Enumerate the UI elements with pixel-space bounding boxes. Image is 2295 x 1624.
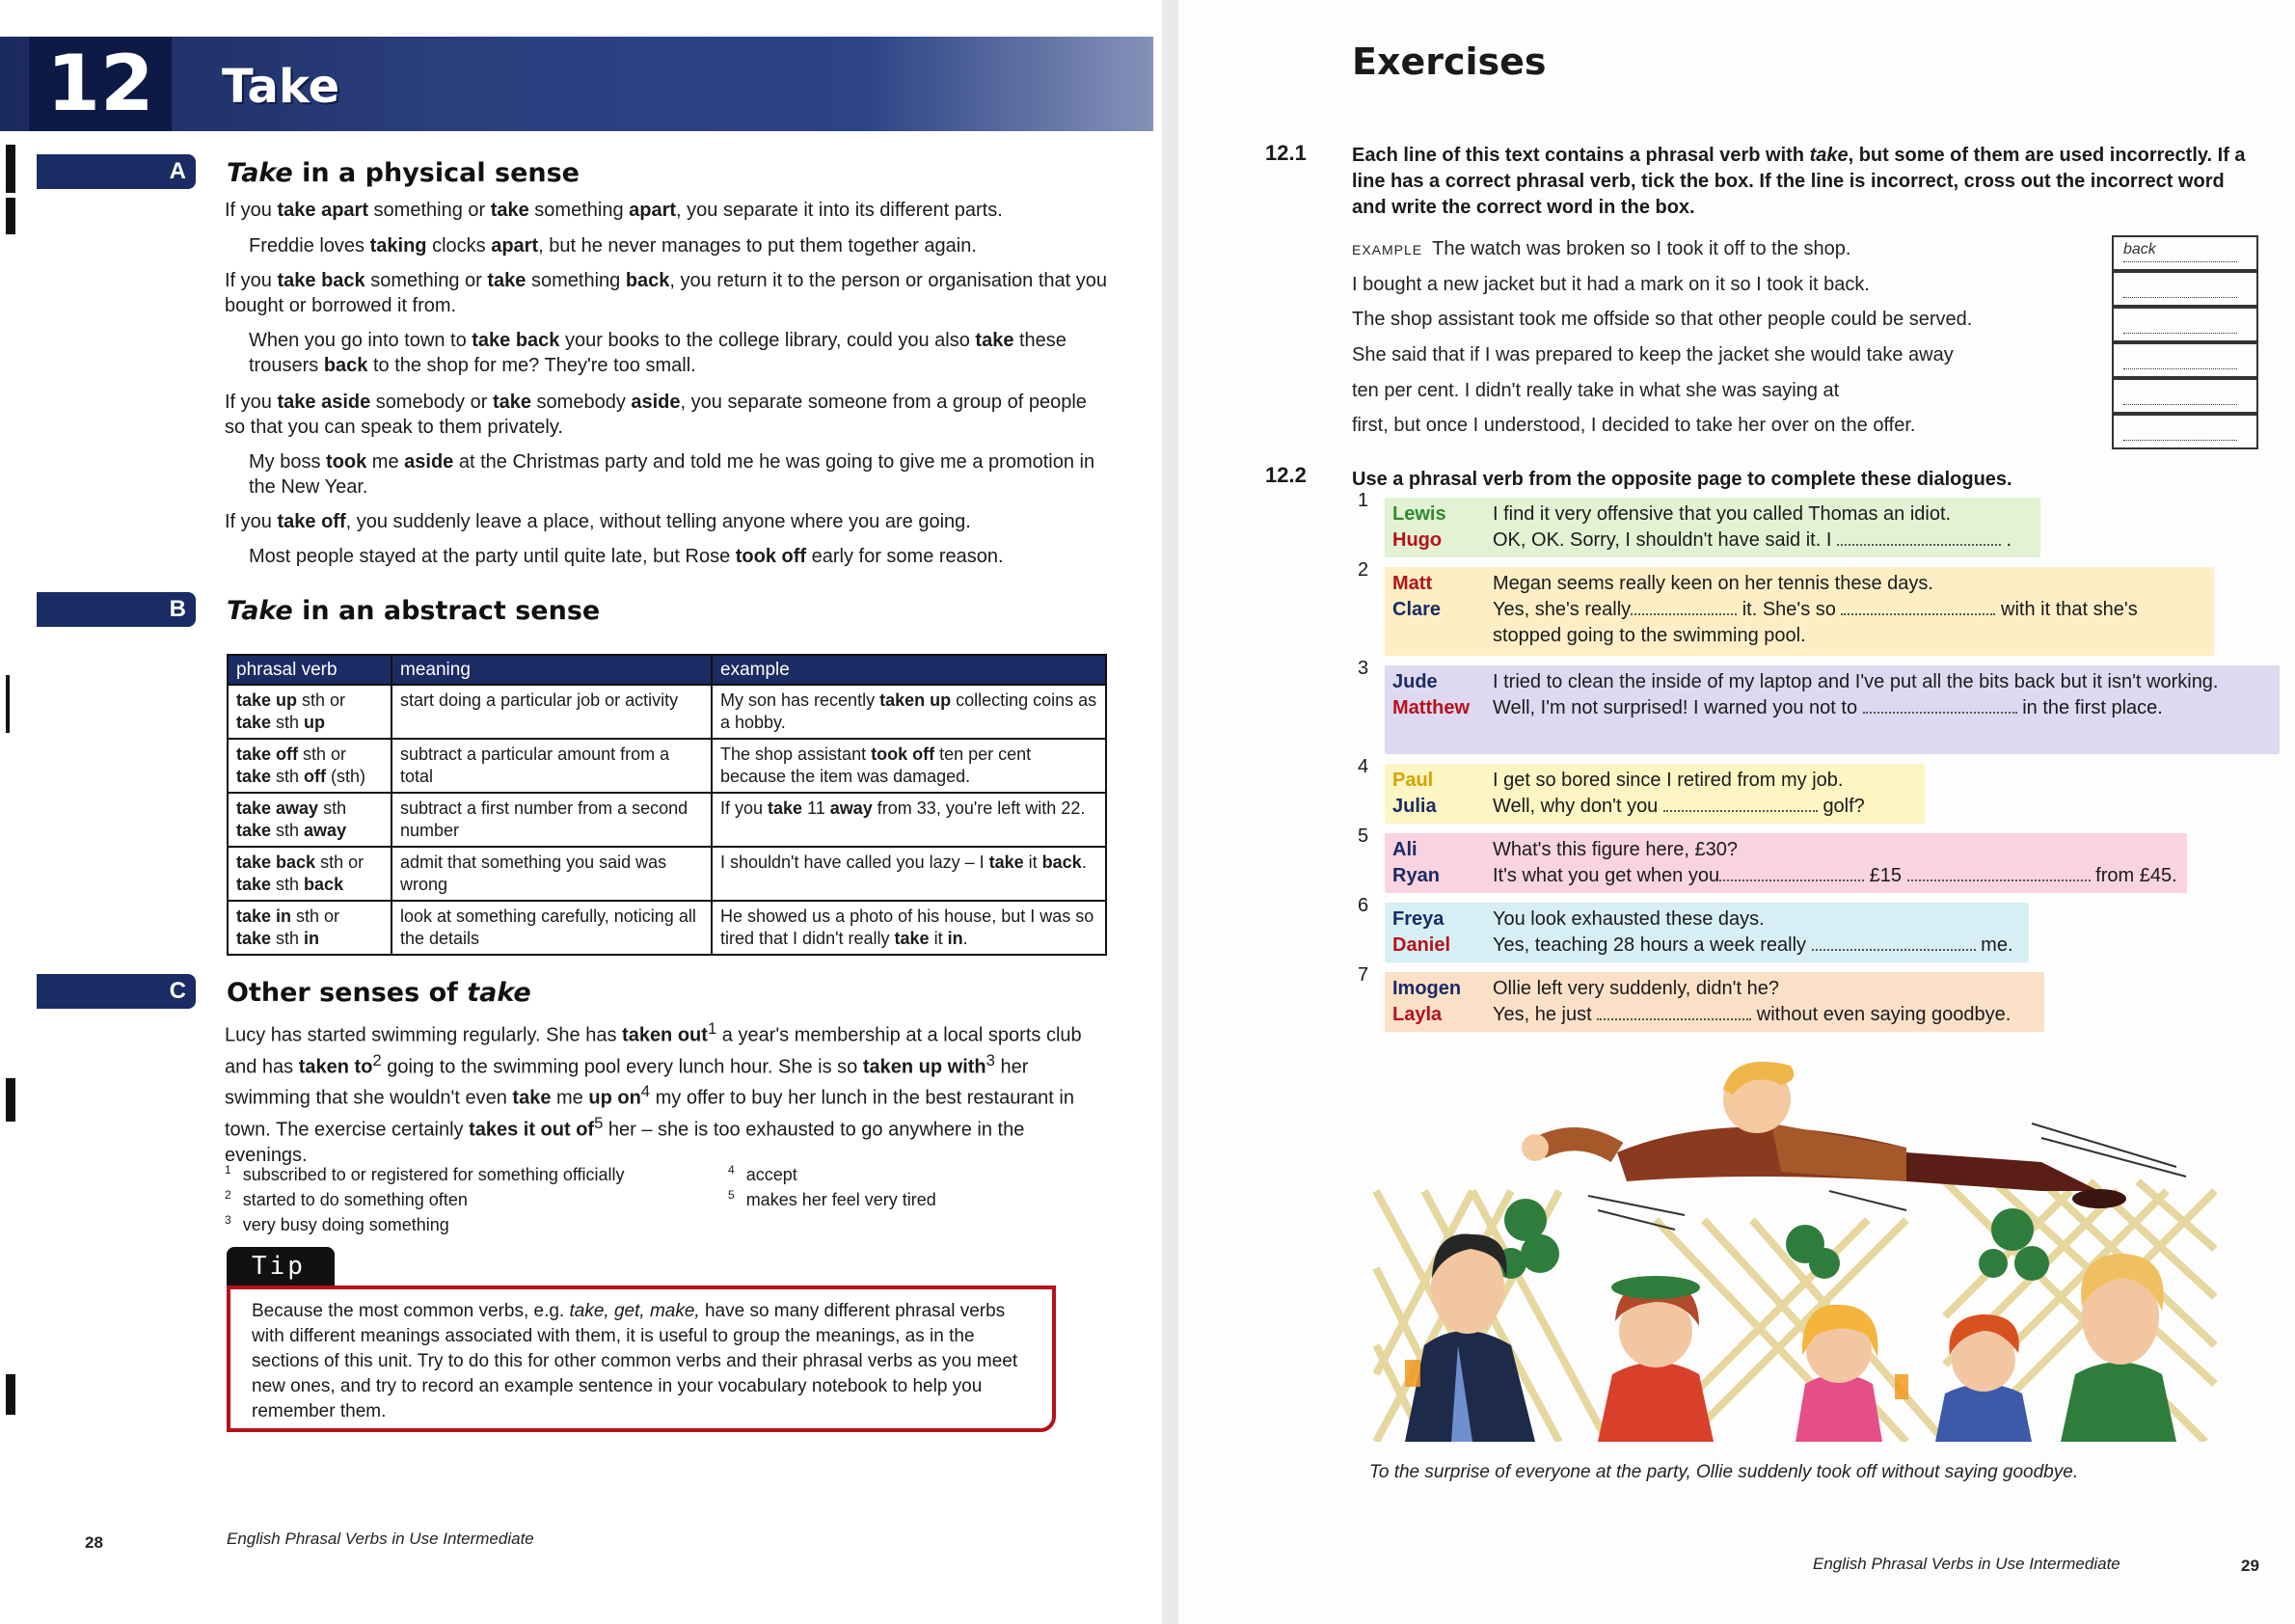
dialogue-box	[1385, 498, 2040, 557]
cell-verb: take in sth or take sth in	[228, 901, 392, 955]
section-b-heading: Take in an abstract sense	[227, 596, 601, 626]
section-a-heading: Take in a physical sense	[227, 158, 580, 188]
dialogue-line: Ryan It's what you get when you £15 from £45.	[1385, 863, 2177, 889]
cell-verb: take up sth or take sth up	[228, 685, 392, 739]
section-a-tab: A	[37, 154, 196, 189]
table-row	[228, 847, 1106, 901]
dialogue-line	[1385, 976, 2035, 1002]
speaker-name: Clare	[1392, 599, 1442, 620]
tip-box: Because the most common verbs, e.g. take, get, make, have so many different phrasal verbs with different meanings associated with them, it is useful to group the meanings, as in the sections of this unit. Try to do this for other common verbs and their phrasal verbs as you meet new ones, and try to record an example sentence in your vocabulary notebook to help you remember them.	[227, 1286, 1056, 1432]
unit-banner	[0, 37, 1153, 131]
cell-example: He showed us a photo of his house, but I was so tired that I didn't really take it in.	[712, 901, 1106, 955]
speaker-name: Layla	[1392, 1004, 1443, 1025]
answer-box[interactable]	[2112, 271, 2258, 307]
answer-blank[interactable]	[1719, 866, 1864, 881]
dialogue-box	[1385, 567, 2214, 656]
dialogue-text: OK, OK. Sorry, I shouldn't have said it. I	[1493, 529, 1832, 551]
answer-box[interactable]: back	[2112, 235, 2258, 271]
dialogue-box	[1385, 764, 1925, 824]
cell-example: I shouldn't have called you lazy – I take it back.	[712, 847, 1106, 901]
dialogue-number: 1	[1358, 490, 1369, 511]
dialogue-text: I tried to clean the inside of my laptop and I've put all the bits back but it isn't working.	[1493, 671, 2219, 692]
party-illustration	[1366, 1056, 2225, 1442]
footnote: $^3$ very busy doing something	[225, 1213, 449, 1234]
dialogue-line	[1385, 768, 1915, 794]
dialogue-line	[1385, 907, 2019, 933]
dialogue-line	[1385, 501, 2031, 528]
exercise-instruction: Use a phrasal verb from the opposite page to complete these dialogues.	[1352, 469, 2012, 490]
unit-title: Take	[222, 60, 340, 114]
dialogue-box	[1385, 833, 2187, 893]
dialogue-number: 6	[1358, 895, 1369, 916]
dialogue-text: me.	[1981, 934, 2013, 956]
dialogue-text: golf?	[1822, 796, 1865, 817]
cell-meaning: admit that something you said was wrong	[392, 847, 712, 901]
phrasal-verb-table	[227, 654, 1107, 956]
dialogue-text: in the first place.	[2022, 697, 2163, 718]
table-row	[228, 901, 1106, 955]
table-header: meaning	[392, 655, 712, 685]
exercise-instruction: Each line of this text contains a phrasal verb with take, but some of them are used incorrectly. If a line has a correct phrasal verb, tick the box. If the line is incorrect, cross out the incorrect word and write the correct word in the box.	[1352, 145, 2246, 218]
dialogue-line	[1385, 837, 2177, 863]
unit-number: 12	[29, 37, 172, 131]
cell-example: If you take 11 away from 33, you're left with 22.	[712, 793, 1106, 847]
speaker-name: Hugo	[1392, 529, 1443, 551]
example-take-off: Most people stayed at the party until quite late, but Rose took off early for some reason.	[249, 546, 1004, 567]
exercise-line: ten per cent. I didn't really take in what she was saying at	[1352, 380, 1840, 401]
dialogue-box	[1385, 903, 2029, 962]
speaker-name: Imogen	[1392, 978, 1462, 999]
answer-blank[interactable]	[1841, 600, 1995, 615]
para-take-aside: If you take aside somebody or take somebody aside, you separate someone from a group of people so that you can speak to them privately.	[225, 392, 1087, 438]
table-row	[228, 793, 1106, 847]
dialogue-line	[1385, 933, 2019, 959]
answer-blank[interactable]	[1837, 530, 2001, 546]
dialogue-box	[1385, 972, 2044, 1032]
exercise-number: 12.1	[1265, 141, 1307, 165]
speaker-name: Jude	[1392, 671, 1438, 692]
speaker-name: Matt	[1392, 573, 1433, 594]
para-take-back: If you take back something or take something back, you return it to the person or organisation that you bought or borrowed it from.	[225, 270, 1108, 316]
para-take-apart: If you take apart something or take something apart, you separate it into its different parts.	[225, 200, 1003, 221]
dialogue-line	[1385, 1002, 2035, 1028]
dialogue-text: It's what you get when you	[1493, 865, 1720, 886]
dialogue-text: What's this figure here, £30?	[1493, 839, 1738, 860]
cell-example: My son has recently taken up collecting coins as a hobby.	[712, 685, 1106, 739]
cell-meaning: start doing a particular job or activity	[392, 685, 712, 739]
footnote: $^5$ makes her feel very tired	[728, 1188, 936, 1209]
footnote: $^1$ subscribed to or registered for something officially	[225, 1163, 625, 1184]
exercise-line: She said that if I was prepared to keep the jacket she would take away	[1352, 344, 1954, 365]
book-title-left: English Phrasal Verbs in Use Intermediate	[227, 1529, 534, 1548]
exercise-line: EXAMPLE The watch was broken so I took it off to the shop.	[1352, 238, 1851, 259]
dialogue-text: You look exhausted these days.	[1493, 908, 1765, 930]
cell-verb: take back sth or take sth back	[228, 847, 392, 901]
page-number-left: 28	[85, 1533, 103, 1552]
para-lucy: Lucy has started swimming regularly. She has taken out$^1$ a year's membership at a local sports club and has taken $to^2$ going to the swimming pool every lunch hour. She is so taken up with$^3$ her swimming that she wouldn't even take me up $on^4$ my offer to buy her lunch in the best restaurant in town. The exercise certainly takes it out $of^5$ her – she is too exhausted to go anywhere in the evenings.	[225, 1019, 1082, 1166]
answer-box[interactable]	[2112, 342, 2258, 378]
speaker-name: Ryan	[1392, 865, 1440, 886]
table-row	[228, 739, 1106, 793]
section-c-tab: C	[37, 974, 196, 1009]
page-number-right: 29	[2241, 1556, 2259, 1575]
para-take-off: If you take off, you suddenly leave a place, without telling anyone where you are going.	[225, 511, 971, 532]
table-row	[228, 685, 1106, 739]
answer-blank[interactable]	[1597, 1005, 1751, 1020]
exercise-line: The shop assistant took me offside so that other people could be served.	[1352, 309, 1973, 330]
dialogue-line: Clare Yes, she's really it. She's so with it that she's stopped going to the swimming pool.	[1392, 599, 2138, 646]
cell-meaning: subtract a first number from a second number	[392, 793, 712, 847]
exercise-line: I bought a new jacket but it had a mark on it so I took it back.	[1352, 274, 1870, 295]
answer-blank[interactable]	[1631, 600, 1737, 615]
binding-mark	[6, 1374, 15, 1415]
footnote: $^2$ started to do something often	[225, 1188, 468, 1209]
binding-mark	[6, 675, 10, 733]
tip-label: Tip	[227, 1247, 335, 1286]
section-c-heading: Other senses of take	[227, 978, 531, 1008]
dialogue-text: with it that she's stopped going to the swimming pool.	[1493, 599, 2138, 646]
cell-verb: take away sth take sth away	[228, 793, 392, 847]
table-header: phrasal verb	[228, 655, 392, 685]
dialogue-line	[1385, 669, 2270, 695]
dialogue-number: 4	[1358, 756, 1369, 777]
dialogue-text: .	[2006, 529, 2012, 551]
binding-mark	[6, 198, 15, 234]
speaker-name: Freya	[1392, 908, 1444, 930]
cell-meaning: subtract a particular amount from a total	[392, 739, 712, 793]
cell-example: The shop assistant took off ten per cent because the item was damaged.	[712, 739, 1106, 793]
speaker-name: Julia	[1392, 796, 1437, 817]
exercise-number: 12.2	[1265, 463, 1307, 487]
speaker-name: Matthew	[1392, 697, 1470, 718]
book-title-right: English Phrasal Verbs in Use Intermediate	[1813, 1555, 2120, 1573]
dialogue-line	[1385, 695, 2270, 721]
flying-man	[1522, 1062, 2126, 1208]
dialogue-text: Well, why don't you	[1493, 796, 1659, 817]
dialogue-text: I find it very offensive that you called Thomas an idiot.	[1493, 503, 1952, 525]
section-b-tab: B	[37, 592, 196, 627]
dialogue-text: Yes, he just	[1493, 1004, 1592, 1025]
exercise-line: first, but once I understood, I decided to take her over on the offer.	[1352, 415, 1916, 436]
dialogue-number: 2	[1358, 559, 1369, 581]
dialogue-text: Megan seems really keen on her tennis these days.	[1493, 573, 1933, 594]
dialogue-line	[1385, 528, 2031, 554]
exercises-title: Exercises	[1352, 41, 1547, 83]
guest-man-redhead	[1935, 1314, 2032, 1442]
example-take-apart: Freddie loves taking clocks apart, but he never manages to put them together again.	[249, 235, 977, 257]
example-take-back: When you go into town to take back your books to the college library, could you also take these trousers back to the shop for me? They're too small.	[249, 330, 1066, 376]
speaker-name: Ali	[1392, 839, 1418, 860]
dialogue-text: Yes, she's really	[1493, 599, 1632, 620]
example-take-aside: My boss took me aside at the Christmas party and told me he was going to give me a promotion in the New Year.	[249, 451, 1095, 498]
dialogue-text: Ollie left very suddenly, didn't he?	[1493, 978, 1779, 999]
answer-blank[interactable]	[1863, 698, 2017, 714]
guest-woman-red	[1598, 1276, 1714, 1442]
speaker-name: Daniel	[1392, 934, 1451, 956]
dialogue-line	[1385, 794, 1915, 820]
cell-verb: take off sth or take sth off (sth)	[228, 739, 392, 793]
speaker-name: Paul	[1392, 770, 1434, 791]
answer-blank[interactable]	[1812, 935, 1976, 951]
cell-meaning: look at something carefully, noticing all the details	[392, 901, 712, 955]
answer-box[interactable]	[2112, 307, 2258, 342]
answer-box[interactable]	[2112, 378, 2258, 414]
dialogue-box	[1385, 665, 2280, 754]
answer-blank[interactable]	[1907, 866, 2091, 881]
dialogue-text: I get so bored since I retired from my job.	[1493, 770, 1844, 791]
dialogue-number: 5	[1358, 826, 1369, 847]
speaker-name: Lewis	[1392, 503, 1446, 525]
binding-mark	[6, 145, 15, 193]
dialogue-text: Well, I'm not surprised! I warned you not to	[1493, 697, 1858, 718]
dialogue-text: from £45.	[2095, 865, 2177, 886]
right-page	[1178, 0, 2295, 1624]
dialogue-text: without even saying goodbye.	[1756, 1004, 2012, 1025]
dialogue-text: Yes, teaching 28 hours a week really	[1493, 934, 1807, 956]
footnote: $^4$ accept	[728, 1163, 797, 1184]
answer-box[interactable]	[2112, 414, 2258, 449]
illustration-caption: To the surprise of everyone at the party, Ollie suddenly took off without saying goodbye.	[1369, 1462, 2079, 1482]
table-header: example	[712, 655, 1106, 685]
answer-blank[interactable]	[1663, 797, 1818, 812]
dialogue-number: 7	[1358, 964, 1369, 986]
binding-mark	[6, 1078, 15, 1122]
dialogue-line	[1385, 571, 2204, 597]
dialogue-number: 3	[1358, 658, 1369, 679]
